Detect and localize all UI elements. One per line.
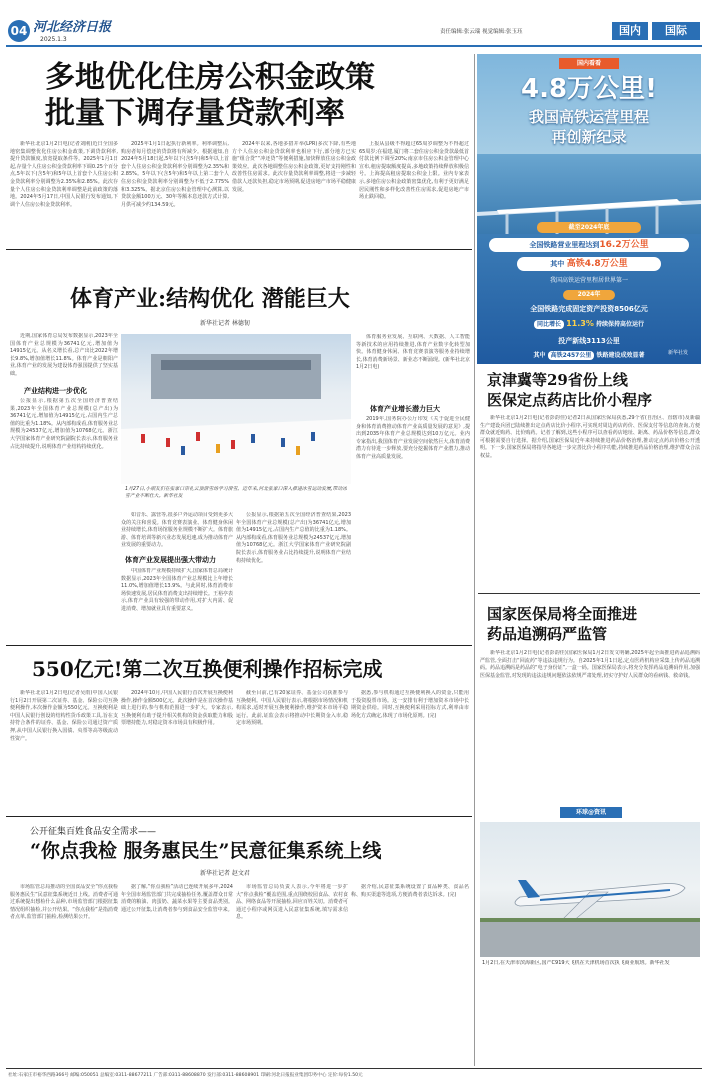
paper-name: 河北经济日报 — [33, 20, 112, 35]
sports-col-1: 近期,国家体育总局发布数据显示,2023年全国体育产业总规模为36741亿元,增加值为14915亿元。从名义增长看,总产出比2022年增长9.8%,增加值增长11.8%。体育产业是朝阳产业,体育产业的发展为建设体育强国提供了坚实基础。 — [10, 333, 118, 377]
stat6-tail: 铁路建设成效显著 — [596, 352, 645, 359]
rail-stat-3: 全国铁路完成固定资产投资8506亿元 — [530, 305, 648, 313]
header-rule — [6, 45, 702, 47]
rail-stat-6 — [491, 350, 687, 362]
stat6-label: 其中 — [533, 352, 546, 359]
headline-housing-1: 多地优化住房公积金政策 — [45, 60, 375, 95]
stat2-label: 其中 — [550, 260, 565, 268]
right-column-rule — [474, 54, 475, 1066]
exchange-col-4: 据悉,参与机构通过互换便利换入的资金,只能用于投资股票市场。这一安排有利于增加资本市场中长期资金供给。同时,互换便利采用招标方式,利率由市场化方式确定,体现了市场化原则。(完) — [351, 690, 469, 719]
exchange-col-2: 2024年10月,中国人民银行首次开展互换便利操作,操作金额500亿元。此次操作是在首次操作基础上进行的,参与机构范围进一步扩大。专家表示,互换便利有助于提升相关机构的资金获取能力和股票增持能力,对稳定资本市场具有积极作用。 — [121, 690, 233, 727]
housing-col-2: 2025年1月1日起执行新利率。利率调整后,购房者每月偿还的贷款将有所减少。根据通知,自2024年5月18日起,5年以下(含5年)和5年以上首套个人住房公积金贷款利率分别调整为2.35%和2.85%。5年以下(含5年)和5年以上第二套个人住房公积金贷款利率分别调整为不低于2.775%和3.325%。据北京住房公积金管理中心测算,以贷款金额100万元、30年等额本息还款方式计算,月供可减少约134.59元。 — [121, 141, 229, 208]
headline-exchange: 550亿元!第二次互换便利操作招标完成 — [32, 657, 383, 681]
sports-col-1b: 公报显示,根据第五次全国经济普查结果,2023年全国体育产业总规模(总产出)为36741亿元,增加值为14915亿元,占国内生产总值的比重为1.18%。从内部构成看,体育服务业总规模为24537亿元,增加值为10768亿元。浙江大学国家体育产业研究院副院长表示,体育服务业占比持续提升,说明体育产业结构持续优化。 — [10, 398, 118, 450]
trace-top-rule — [478, 593, 700, 594]
headline-housing-2: 批量下调存量贷款利率 — [45, 96, 345, 131]
rail-year-2024: 2024年 — [563, 290, 615, 300]
page-number: 04 — [8, 20, 30, 42]
sports-subhead-1: 产业结构进一步优化 — [24, 387, 87, 395]
stat4-value: 11.3% — [566, 319, 594, 328]
footer-text: 社址:石家庄市裕华西路366号 邮编:050051 总编室:0311-88677211 广告部:0311-88608870 发行部:0311-88608901 印刷:河北日报报业集团印务中心 定价:每份1.50元 — [8, 1073, 363, 1078]
section-tab-domestic: 国内 — [612, 22, 648, 40]
rail-stat-4 — [499, 318, 679, 330]
housing-col-1: 新华社北京1月2日电(记者刘刚)近日全国多地密集调整优化住房公积金政策,下调贷款利率,提升贷款额度,放宽提取条件等。2025年1月1日起,存量个人住房公积金贷款利率下调0.25个百分点,5年以下(含5年)和5年以上首套个人住房公积金贷款利率分别调整为2.35%和2.85%。此次存量个人住房公积金贷款利率调整是此前政策的落地。2024年5月17日,中国人民银行发布通知,下调个人住房公积金贷款利率。 — [10, 141, 118, 208]
housing-col-4: 上报从县级不得超过65周岁调整为不得超过65周岁;在福建,厦门将二套住房公积金贷款最低首付款比例下调至20%;南京市住房公积金管理中心宣布,租房提取额度提高,多地政策持续释放积极信号。上海提高租房提取公积金上限。业内专家表示,多地住房公积金政策密集优化,有利于更好满足居民刚性和多样化改善性住房需求,促进房地产市场止跌回稳。 — [359, 141, 469, 201]
food-col-1: 市场监管总局推动的全国食品安全“你点我检 服务惠民生”民意征集系统近日上线。消费者可通过系统提出想检什么品种,市场监管部门根据征集情况组织抽检,并公开结果。“你点我检”是指消费者点单,监管部门抽检,检测结果公开。 — [10, 884, 118, 921]
housing-col-3: 2024年以来,各地多措并举(LPR)多次下降,有些地方个人住房公积金贷款利率也相应下行,部分地方已实施“组合贷”“冲还贷”等便利措施,加快释放住房公积金政策效应。此次各地调整住房公积金政策,更好支持刚性和改善性住房需求。此次存量贷款利率调整,将进一步减轻借款人还款负担,稳定市场预期,促进房地产市场平稳健康发展。 — [232, 141, 356, 193]
stat1-value: 16.2万公里 — [599, 240, 649, 250]
sports-subhead-3: 体育产业发展提出强大带动力 — [125, 556, 216, 564]
sports-byline: 新华社记者 林德韧 — [200, 320, 250, 327]
stat4-label: 同比增长 — [534, 320, 564, 329]
headline-pharmacy-1: 京津冀等29省份上线 — [487, 371, 628, 389]
editors: 责任编辑:张云瑞 视觉编辑:张玉珏 — [440, 29, 523, 35]
food-byline: 新华社记者 赵文君 — [200, 870, 250, 877]
exchange-top-rule — [6, 645, 472, 646]
footer-rule — [6, 1068, 702, 1069]
ski-photo — [121, 334, 351, 484]
issue-date: 2025.1.3 — [40, 36, 67, 43]
sports-col-4: 体育服务业发展、互联网、大数据、人工智能等新技术的应用持续推进,体育产业数字化转型加快。体育健身休闲、体育竞赛表演等服务业持续增长,体育消费新场景、新业态不断涌现。(新华社北京1月2日电) — [356, 334, 470, 371]
rail-kicker: 国内看看 — [559, 58, 619, 69]
rail-stat-5: 投产新线3113公里 — [558, 337, 620, 345]
stat4-tail: 持续保持高位运行 — [595, 321, 644, 328]
plane-kicker: 环球@资讯 — [560, 807, 622, 818]
food-col-2: 据了解,“你点我检”活动已连续开展多年,2024年全国市场监管部门共完成抽检任务,覆盖群众日常消费的粮油、肉蛋奶、蔬菜水果等主要食品类别。通过公开征集,让消费者参与到食品安全监管中来。 — [121, 884, 233, 913]
headline-pharmacy-2: 医保定点药店比价小程序 — [487, 391, 653, 409]
rail-badge-year: 截至2024年底 — [537, 222, 641, 233]
stat1-label: 全国铁路营业里程达到 — [529, 241, 600, 249]
food-col-4: 据介绍,民意征集系统设置了食品种类、食品名称、购买渠道等选项,方便消费者表达诉求。(完) — [351, 884, 469, 898]
pharmacy-body: 新华社北京1月2日电(记者彭韵佳)记者2日从国家医保局获悉,29个省(自治区、直辖市)及新疆生产建设兵团已陆续推出定点药店比价小程序,可实现对周边药店药价、医保支付等信息的查询,方便群众就近购药、比价购药。记者了解到,这些小程序可以查看药店地址、距离、药品价格等信息,群众可根据需要自行选择。据介绍,国家医保局近年来持续推进药品价格治理,推动定点药店价格公开透明。下一步,国家医保局将指导各地进一步完善比价小程序功能,持续推进药品价格治理,维护群众合法权益。 — [480, 415, 700, 459]
exchange-col-1: 新华社北京1月2日电(记者吴雨)中国人民银行1月2日开展第二次证券、基金、保险公司互换便利操作,本次操作金额为550亿元。互换便利是中国人民银行创设的结构性货币政策工具,旨在支持符合条件的证券、基金、保险公司通过资产质押,从中国人民银行换入国债、央票等高等级流动性资产。 — [10, 690, 118, 742]
rail-title-2: 再创新纪录 — [551, 128, 627, 146]
food-col-3: 市场监管总局负责人表示,今年将进一步扩大“你点我检”覆盖范围,重点围绕校园食品、农村食品、网络食品等开展抽检,回应百姓关切。消费者可通过小程序或网页进入民意征集系统,填写需求信息。 — [236, 884, 348, 921]
rail-big-number: 4.8万公里! — [521, 74, 657, 104]
rail-stat-1 — [489, 238, 689, 252]
sports-col-4b: 2019年,国务院办公厅印发《关于促进全民健身和体育消费推动体育产业高质量发展的意见》,提出到2035年体育产业总规模达到10万亿元。业内专家指出,我国体育产业发展空间依然巨大,体育消费潜力有待进一步释放,要充分挖掘体育产业潜力,推动体育产业高质量发展。 — [356, 416, 470, 460]
sports-subhead-4: 体育产业增长潜力巨大 — [370, 405, 440, 413]
headline-food: “你点我检 服务惠民生”民意征集系统上线 — [30, 840, 382, 862]
rail-title-1: 我国高铁运营里程 — [528, 108, 649, 126]
sports-col-2: 公报显示,根据第五次全国经济普查结果,2023年全国体育产业总规模(总产出)为36741亿元,增加值为14915亿元,占国内生产总值的比重为1.18%。从内部构成看,体育服务业总规模为24537亿元,增加值为10768亿元。浙江大学国家体育产业研究院副院长表示,体育服务业占比持续提升,说明体育产业结构持续优化。 — [236, 512, 351, 564]
sports-col-3b: 中国体育产业规模持续扩大,国家体育总局统计数据显示,2023年全国体育产业总规模比上年增长11.0%,增加值增长13.9%。与此同时,体育消费市场快速发展,居民体育消费支出持续增长。王裕亭表示,体育产业具有较强的带动作用,对扩大内需、促进消费、增加就业具有重要意义。 — [121, 568, 233, 612]
trace-body: 新华社北京1月2日电(记者彭韵佳)国家医保局1月2日发文明确,2025年起全面推进药品追溯码严监管,全面打击“回流药”等违法违规行为。自2025年1月1日起,定点医药机构应采集上传药品追溯码。药品追溯码是药品的“电子身份证”,一盒一码。国家医保局表示,将充分发挥药品追溯码作用,加强医保基金监管,对发现的违法违规问题依法依规严肃处理,切实守护好人民群众的看病钱、救命钱。 — [480, 650, 700, 679]
headline-trace-1: 国家医保局将全面推进 — [487, 605, 638, 623]
sports-top-rule — [6, 249, 472, 250]
plane-caption: 1月2日,在天津市滨海新区,国产C919大飞机在天津机场首次执飞商业航班。新华社发 — [482, 960, 670, 966]
headline-sports: 体育产业:结构优化 潜能巨大 — [70, 286, 350, 312]
exchange-col-3: 截至目前,已有20家证券、基金公司获准参与互换便利。中国人民银行表示,将根据市场情况和机构需求,适时开展互换便利操作,维护资本市场平稳运行。此前,证监会表示将推动中长期资金入市,稳定市场预期。 — [236, 690, 348, 727]
food-kicker: 公开征集百姓食品安全需求—— — [30, 827, 157, 837]
sports-col-3: 如音乐、露营等,很多户外运动项目受到更多大众的关注和喜爱。体育竞赛表演业、体育健身休闲业持续增长,体育场馆服务业规模不断扩大。体育旅游、体育培训等新兴业态发展迅速,成为推动体育产业发展的重要动力。 — [121, 512, 233, 549]
rail-credit: 新华社发 — [668, 350, 689, 356]
plane-photo — [480, 822, 700, 957]
ski-photo-caption: 1月27日,小朋友们在张家口崇礼云顶滑雪场学习滑雪。近年来,河北张家口深入推进冰雪运动发展,带动冰雪产业不断壮大。新华社发 — [125, 487, 347, 499]
section-tab-international: 国际 — [652, 22, 700, 40]
stat2-highlight: 高铁4.8万公里 — [566, 259, 628, 269]
rail-stat-2 — [517, 257, 661, 271]
rail-info-line: 我国高铁运营里程居世界第一 — [549, 277, 628, 284]
rail-infographic — [477, 54, 701, 364]
headline-trace-2: 药品追溯码严监管 — [487, 625, 608, 643]
stat6-value: 高铁2457公里 — [548, 351, 595, 360]
food-top-rule — [6, 816, 472, 817]
